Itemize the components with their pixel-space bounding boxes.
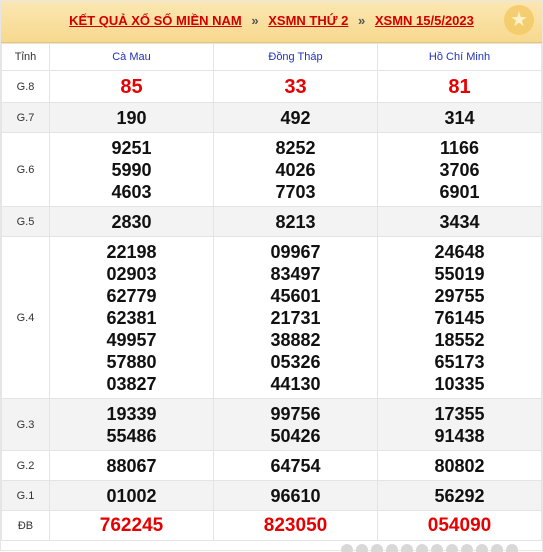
prize-number: 4026 [275,159,316,180]
prize-cell [214,481,378,511]
prize-row [2,399,542,451]
prize-number: 18552 [434,329,485,350]
prize-label: G.4 [2,237,50,399]
prize-number: 62779 [106,285,157,306]
prize-number: 17355 [434,403,485,424]
prize-number: 3706 [439,159,480,180]
breadcrumb-separator: » [251,13,259,28]
prize-cell [50,103,214,133]
prize-number: 4603 [111,181,152,202]
prize-number: 64754 [270,455,321,476]
prize-number: 38882 [270,329,321,350]
prize-row [2,71,542,103]
prize-number: 50426 [270,425,321,446]
prize-label: G.8 [2,71,50,103]
prize-cell [214,133,378,207]
prize-number: 76145 [434,307,485,328]
prize-cell [378,237,542,399]
prize-label: G.7 [2,103,50,133]
prize-row [2,103,542,133]
prize-number: 99756 [270,403,321,424]
prize-cell [214,207,378,237]
prize-number: 823050 [263,514,328,536]
prize-number: 05326 [270,351,321,372]
prize-cell [50,399,214,451]
prize-cell [214,71,378,103]
prize-number: 492 [280,107,311,128]
prize-cell [378,481,542,511]
prize-cell [378,133,542,207]
prize-number: 03827 [106,373,157,394]
prize-number: 8213 [275,211,316,232]
prize-label: G.3 [2,399,50,451]
prize-label: G.2 [2,451,50,481]
prize-number: 19339 [106,403,157,424]
prize-number: 44130 [270,373,321,394]
prize-number: 054090 [427,514,492,536]
prize-cell [378,511,542,541]
results-table [1,43,542,541]
header-title-link[interactable]: KẾT QUẢ XỔ SỐ MIỀN NAM [69,13,242,28]
prize-label: G.1 [2,481,50,511]
prize-cell [378,451,542,481]
prize-number: 24648 [434,241,485,262]
prize-row [2,451,542,481]
prize-cell [214,451,378,481]
prize-number: 33 [284,75,307,98]
prize-cell [214,103,378,133]
prize-cell [214,511,378,541]
prize-cell [50,451,214,481]
prize-number: 45601 [270,285,321,306]
prize-cell [378,103,542,133]
prize-number: 55019 [434,263,485,284]
prize-number: 09967 [270,241,321,262]
breadcrumb-separator: » [358,13,366,28]
prize-number: 8252 [275,137,316,158]
prize-label: G.6 [2,133,50,207]
prize-number: 56292 [434,485,485,506]
prize-number: 62381 [106,307,157,328]
prize-number: 01002 [106,485,157,506]
prize-number: 314 [444,107,475,128]
prize-cell [50,133,214,207]
prize-number: 83497 [270,263,321,284]
province-header-row [2,44,542,71]
prize-cell [50,207,214,237]
prize-number: 55486 [106,425,157,446]
prize-row [2,133,542,207]
prize-cell [378,399,542,451]
prize-row [2,207,542,237]
prize-number: 96610 [270,485,321,506]
prize-row [2,481,542,511]
prize-row [2,237,542,399]
prize-cell [214,399,378,451]
prize-number: 80802 [434,455,485,476]
prize-number: 5990 [111,159,152,180]
prize-label-header: Tỉnh [2,44,50,71]
prize-number: 10335 [434,373,485,394]
prize-number: 49957 [106,329,157,350]
prize-number: 2830 [111,211,152,232]
prize-number: 85 [120,75,143,98]
prize-number: 6901 [439,181,480,202]
prize-cell [378,207,542,237]
province-ca-mau[interactable]: Cà Mau [50,44,214,71]
header-date-link[interactable]: XSMN 15/5/2023 [374,13,474,28]
prize-number: 7703 [275,181,316,202]
header-breadcrumb [1,13,542,28]
prize-number: 91438 [434,425,485,446]
province-dong-thap[interactable]: Đồng Tháp [214,44,378,71]
prize-number: 57880 [106,351,157,372]
prize-cell [214,237,378,399]
prize-label: G.5 [2,207,50,237]
prize-number: 762245 [99,514,164,536]
prize-number: 9251 [111,137,152,158]
prize-number: 81 [448,75,471,98]
province-ho-chi-minh[interactable]: Hồ Chí Minh [378,44,542,71]
header-weekday-link[interactable]: XSMN THỨ 2 [268,13,349,28]
prize-cell [50,481,214,511]
star-icon: ★ [504,5,534,35]
prize-cell [378,71,542,103]
results-header [1,1,542,43]
prize-number: 65173 [434,351,485,372]
prize-number: 21731 [270,307,321,328]
prize-cell [50,237,214,399]
prize-cell [50,71,214,103]
prize-number: 29755 [434,285,485,306]
prize-row [2,511,542,541]
prize-label: ĐB [2,511,50,541]
prize-number: 22198 [106,241,157,262]
prize-number: 190 [116,107,147,128]
prize-number: 88067 [106,455,157,476]
prize-number: 02903 [106,263,157,284]
prize-number: 1166 [439,137,480,158]
prize-number: 3434 [439,211,480,232]
prize-cell [50,511,214,541]
